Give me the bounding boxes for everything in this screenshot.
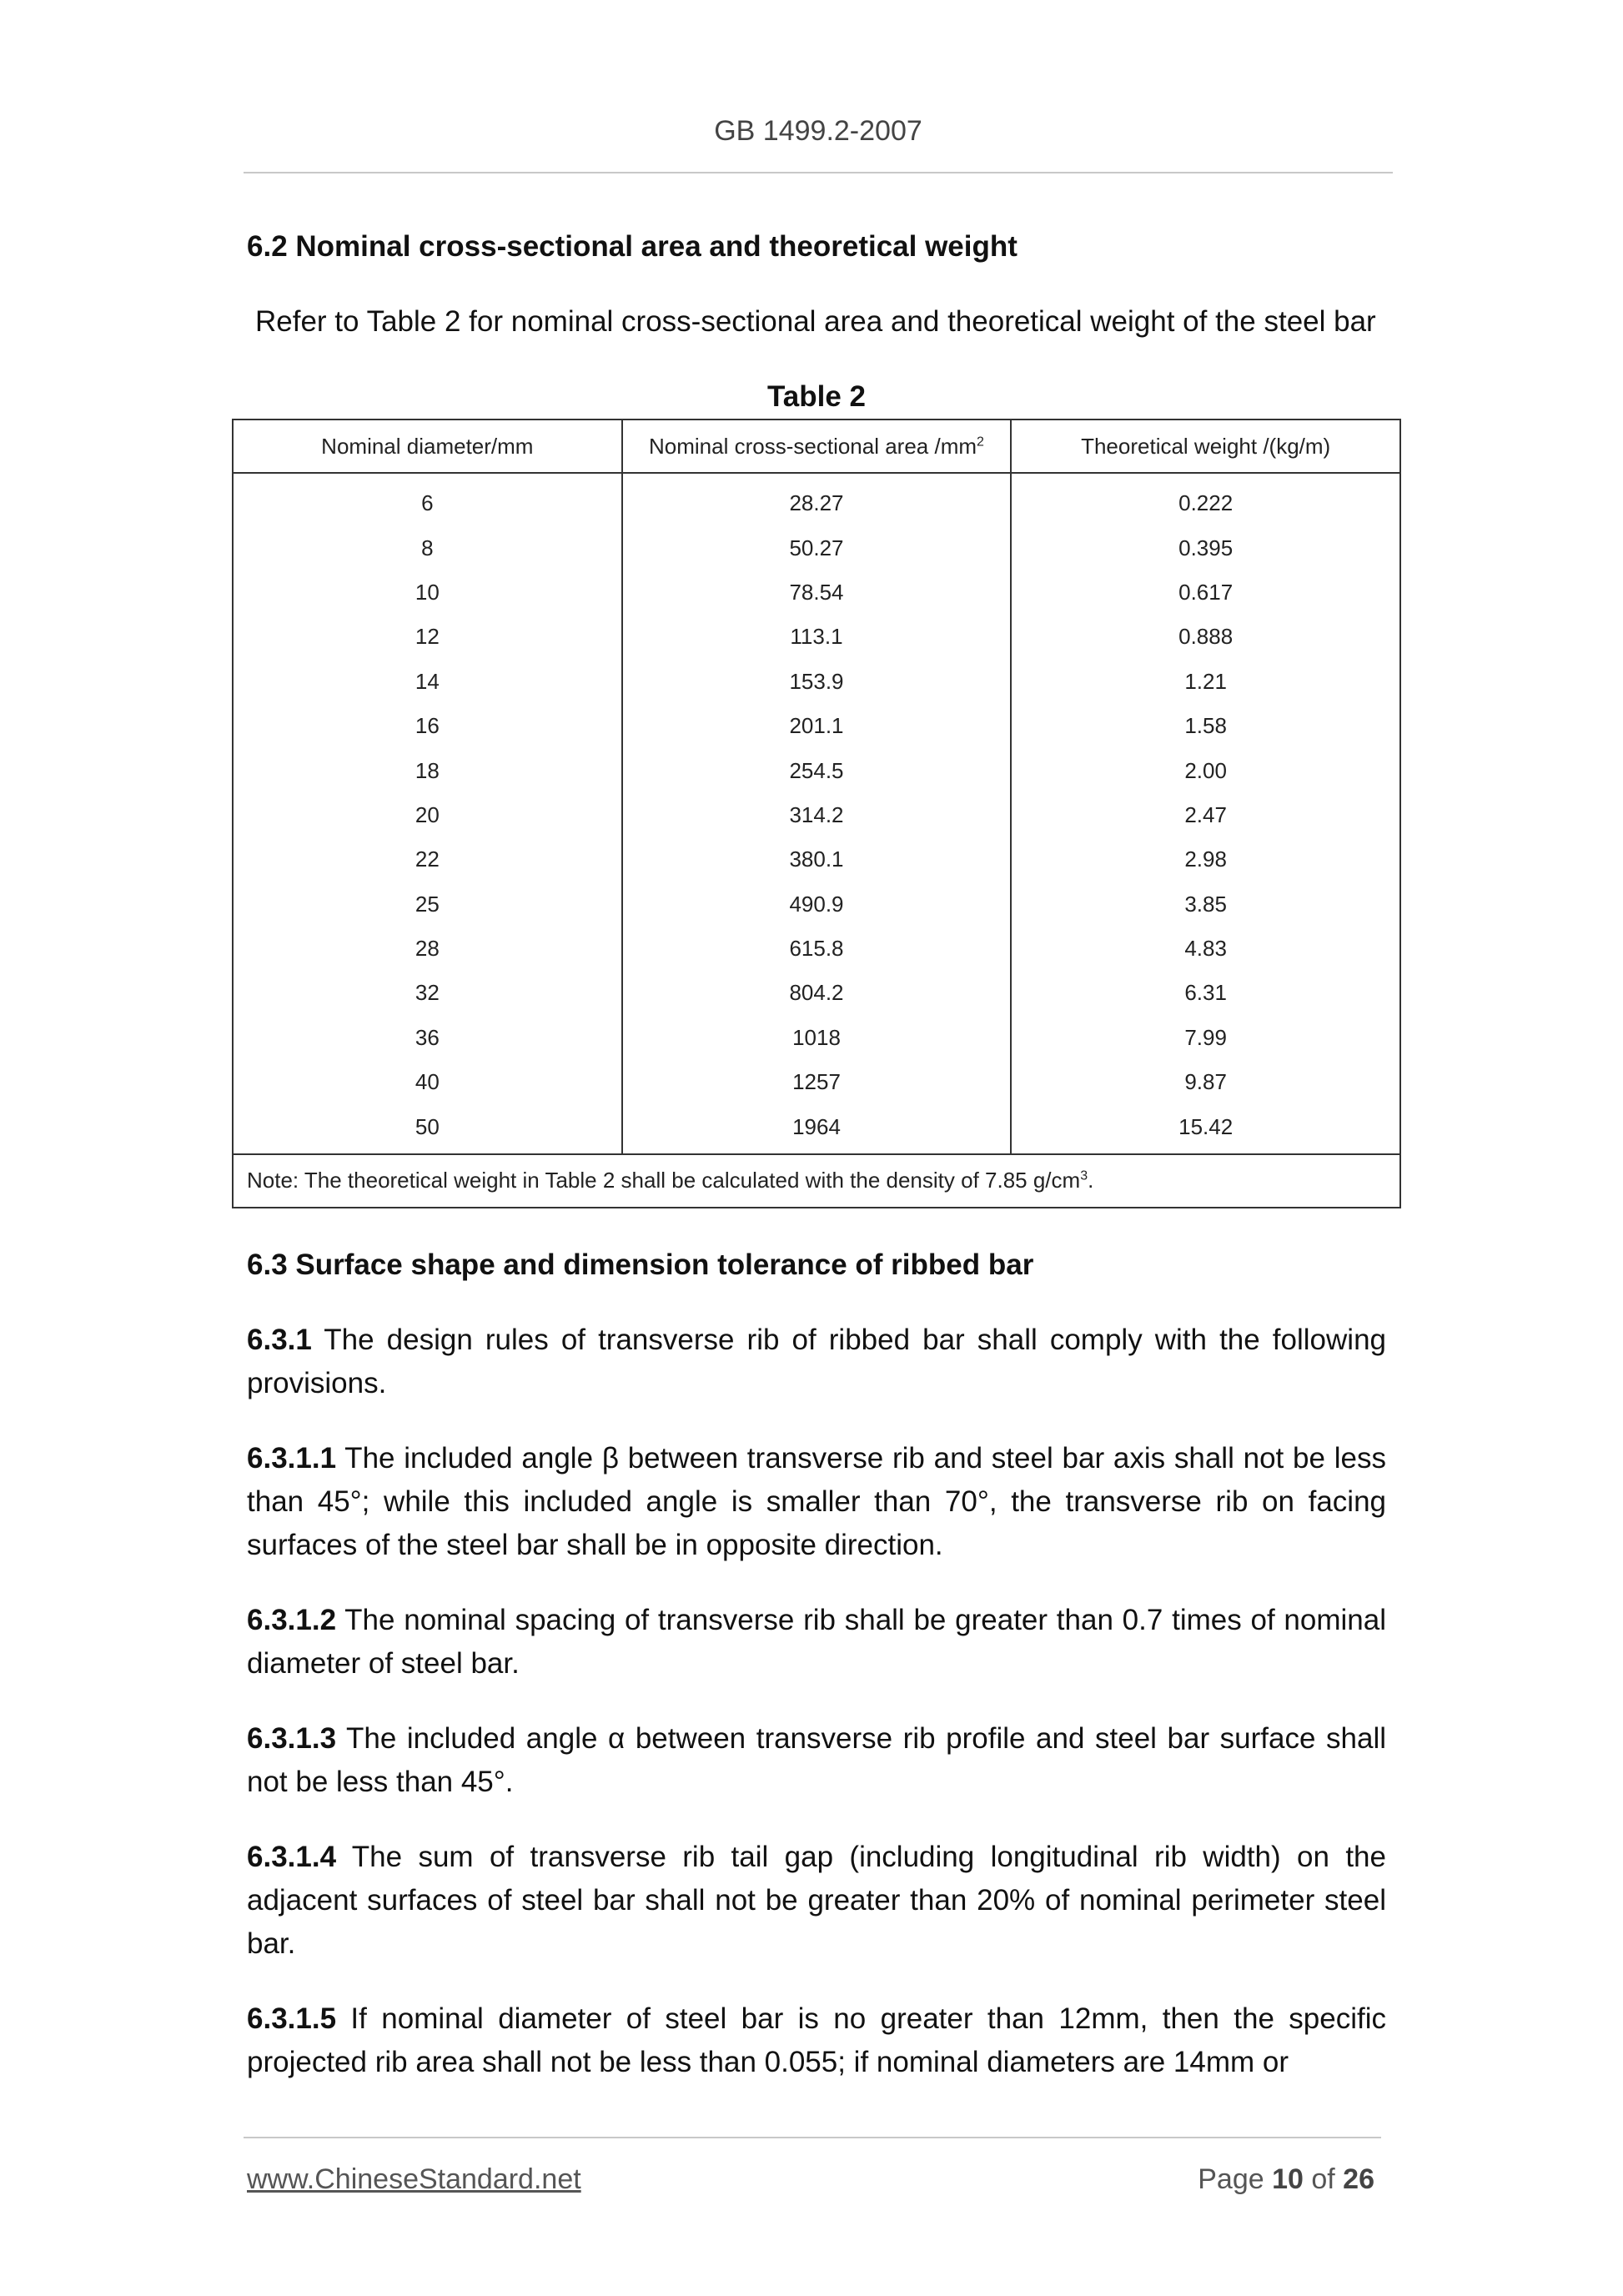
total-page-count: 26 xyxy=(1343,2163,1374,2195)
cell-cross-sectional-area: 380.1 xyxy=(622,837,1012,882)
cell-theoretical-weight: 9.87 xyxy=(1011,1060,1400,1104)
cell-nominal-diameter: 8 xyxy=(233,525,622,570)
para-6-3-1-number: 6.3.1 xyxy=(247,1323,312,1356)
table-row xyxy=(233,473,1400,525)
cell-nominal-diameter: 32 xyxy=(233,971,622,1015)
note-text: Note: The theoretical weight in Table 2 shall be calculated with the density of 7.85 g/cm xyxy=(247,1168,1081,1193)
cell-nominal-diameter: 36 xyxy=(233,1016,622,1060)
table-row xyxy=(233,660,1400,704)
para-6-3-1-1-text: The included angle β between transverse rib and steel bar axis shall not be less than 45°; while this included angle is smaller than 70°, the transverse rib on facing surfaces of the steel bar shall be in opposite direction. xyxy=(247,1441,1386,1561)
cell-theoretical-weight: 0.222 xyxy=(1011,473,1400,525)
table-row xyxy=(233,748,1400,792)
note-end: . xyxy=(1088,1168,1094,1193)
cell-nominal-diameter: 14 xyxy=(233,660,622,704)
para-6-3-1-3 xyxy=(247,1717,1386,1804)
cell-nominal-diameter: 18 xyxy=(233,748,622,792)
table-row xyxy=(233,793,1400,837)
cell-cross-sectional-area: 1018 xyxy=(622,1016,1012,1060)
cell-cross-sectional-area: 28.27 xyxy=(622,473,1012,525)
cell-theoretical-weight: 2.98 xyxy=(1011,837,1400,882)
cell-cross-sectional-area: 50.27 xyxy=(622,525,1012,570)
table-note-row xyxy=(233,1154,1400,1208)
col2-header-text: Nominal cross-sectional area /mm xyxy=(649,433,977,459)
table-2 xyxy=(232,419,1401,1208)
col-theoretical-weight-header: Theoretical weight /(kg/m) xyxy=(1011,420,1400,473)
col-cross-sectional-area-header xyxy=(622,420,1012,473)
cell-cross-sectional-area: 804.2 xyxy=(622,971,1012,1015)
page-content xyxy=(247,225,1386,2084)
para-6-3-1-text: The design rules of transverse rib of ribbed bar shall comply with the following provisions. xyxy=(247,1323,1386,1399)
table-row xyxy=(233,1016,1400,1060)
table-2-caption: Table 2 xyxy=(766,380,866,413)
para-6-3-1-4-text: The sum of transverse rib tail gap (including longitudinal rib width) on the adjacent surfaces of steel bar shall not be greater than 20% of nominal perimeter steel bar. xyxy=(247,1840,1386,1960)
cell-cross-sectional-area: 615.8 xyxy=(622,927,1012,971)
cell-cross-sectional-area: 254.5 xyxy=(622,748,1012,792)
cell-nominal-diameter: 22 xyxy=(233,837,622,882)
para-6-3-1-4-number: 6.3.1.4 xyxy=(247,1840,337,1873)
cell-nominal-diameter: 20 xyxy=(233,793,622,837)
cell-cross-sectional-area: 1964 xyxy=(622,1104,1012,1153)
cell-nominal-diameter: 28 xyxy=(233,927,622,971)
cell-theoretical-weight: 2.00 xyxy=(1011,748,1400,792)
cell-nominal-diameter: 50 xyxy=(233,1104,622,1153)
cell-nominal-diameter: 6 xyxy=(233,473,622,525)
cell-nominal-diameter: 10 xyxy=(233,570,622,615)
current-page-number: 10 xyxy=(1272,2163,1304,2195)
para-6-3-1-2-text: The nominal spacing of transverse rib shall be greater than 0.7 times of nominal diameter of steel bar. xyxy=(247,1603,1386,1680)
cell-cross-sectional-area: 78.54 xyxy=(622,570,1012,615)
document-id-header: GB 1499.2-2007 xyxy=(714,115,922,147)
table-note xyxy=(233,1154,1400,1208)
cell-theoretical-weight: 6.31 xyxy=(1011,971,1400,1015)
cell-nominal-diameter: 40 xyxy=(233,1060,622,1104)
table-row xyxy=(233,882,1400,927)
section-6-2-heading: 6.2 Nominal cross-sectional area and theoretical weight xyxy=(247,230,1018,263)
table-row xyxy=(233,971,1400,1015)
cell-theoretical-weight: 1.21 xyxy=(1011,660,1400,704)
cell-cross-sectional-area: 113.1 xyxy=(622,615,1012,659)
table-row xyxy=(233,704,1400,748)
para-6-3-1-5-number: 6.3.1.5 xyxy=(247,2002,337,2035)
cell-theoretical-weight: 0.888 xyxy=(1011,615,1400,659)
para-6-3-1-2 xyxy=(247,1599,1386,1686)
col-nominal-diameter-header: Nominal diameter/mm xyxy=(233,420,622,473)
cell-nominal-diameter: 16 xyxy=(233,704,622,748)
para-6-3-1-1-number: 6.3.1.1 xyxy=(247,1441,337,1475)
table-header-row xyxy=(233,420,1400,473)
cell-theoretical-weight: 0.617 xyxy=(1011,570,1400,615)
cell-theoretical-weight: 7.99 xyxy=(1011,1016,1400,1060)
table-row xyxy=(233,570,1400,615)
table-row xyxy=(233,1060,1400,1104)
cell-theoretical-weight: 1.58 xyxy=(1011,704,1400,748)
cell-theoretical-weight: 0.395 xyxy=(1011,525,1400,570)
footer-divider xyxy=(244,2137,1381,2138)
section-6-3-heading: 6.3 Surface shape and dimension tolerance of ribbed bar xyxy=(247,1248,1034,1281)
table-row xyxy=(233,837,1400,882)
table-row xyxy=(233,1104,1400,1153)
table-row xyxy=(233,615,1400,659)
table-row xyxy=(233,927,1400,971)
para-6-3-1-1 xyxy=(247,1437,1386,1567)
para-6-3-1 xyxy=(247,1319,1386,1405)
cell-cross-sectional-area: 153.9 xyxy=(622,660,1012,704)
cell-theoretical-weight: 2.47 xyxy=(1011,793,1400,837)
page-of: of xyxy=(1303,2163,1344,2195)
table-body xyxy=(233,473,1400,1154)
note-superscript: 3 xyxy=(1080,1168,1088,1183)
cell-cross-sectional-area: 1257 xyxy=(622,1060,1012,1104)
table-row xyxy=(233,525,1400,570)
para-6-3-1-2-number: 6.3.1.2 xyxy=(247,1603,337,1636)
cell-nominal-diameter: 25 xyxy=(233,882,622,927)
col2-header-superscript: 2 xyxy=(977,434,984,449)
website-link[interactable]: www.ChineseStandard.net xyxy=(247,2163,581,2195)
cell-theoretical-weight: 15.42 xyxy=(1011,1104,1400,1153)
header-divider xyxy=(244,172,1393,173)
cell-cross-sectional-area: 314.2 xyxy=(622,793,1012,837)
cell-theoretical-weight: 4.83 xyxy=(1011,927,1400,971)
cell-theoretical-weight: 3.85 xyxy=(1011,882,1400,927)
page-indicator xyxy=(1198,2163,1374,2196)
para-6-3-1-4 xyxy=(247,1836,1386,1966)
cell-cross-sectional-area: 490.9 xyxy=(622,882,1012,927)
para-6-3-1-5-text: If nominal diameter of steel bar is no greater than 12mm, then the specific projected rib area shall not be less than 0.055; if nominal diameters are 14mm or xyxy=(247,2002,1386,2078)
cell-nominal-diameter: 12 xyxy=(233,615,622,659)
para-6-3-1-5 xyxy=(247,1997,1386,2084)
para-6-3-1-3-text: The included angle α between transverse rib profile and steel bar surface shall not be less than 45°. xyxy=(247,1721,1386,1798)
cell-cross-sectional-area: 201.1 xyxy=(622,704,1012,748)
para-6-3-1-3-number: 6.3.1.3 xyxy=(247,1721,337,1755)
page-prefix: Page xyxy=(1198,2163,1273,2195)
section-6-2-intro: Refer to Table 2 for nominal cross-sectional area and theoretical weight of the steel bar xyxy=(255,305,1376,338)
